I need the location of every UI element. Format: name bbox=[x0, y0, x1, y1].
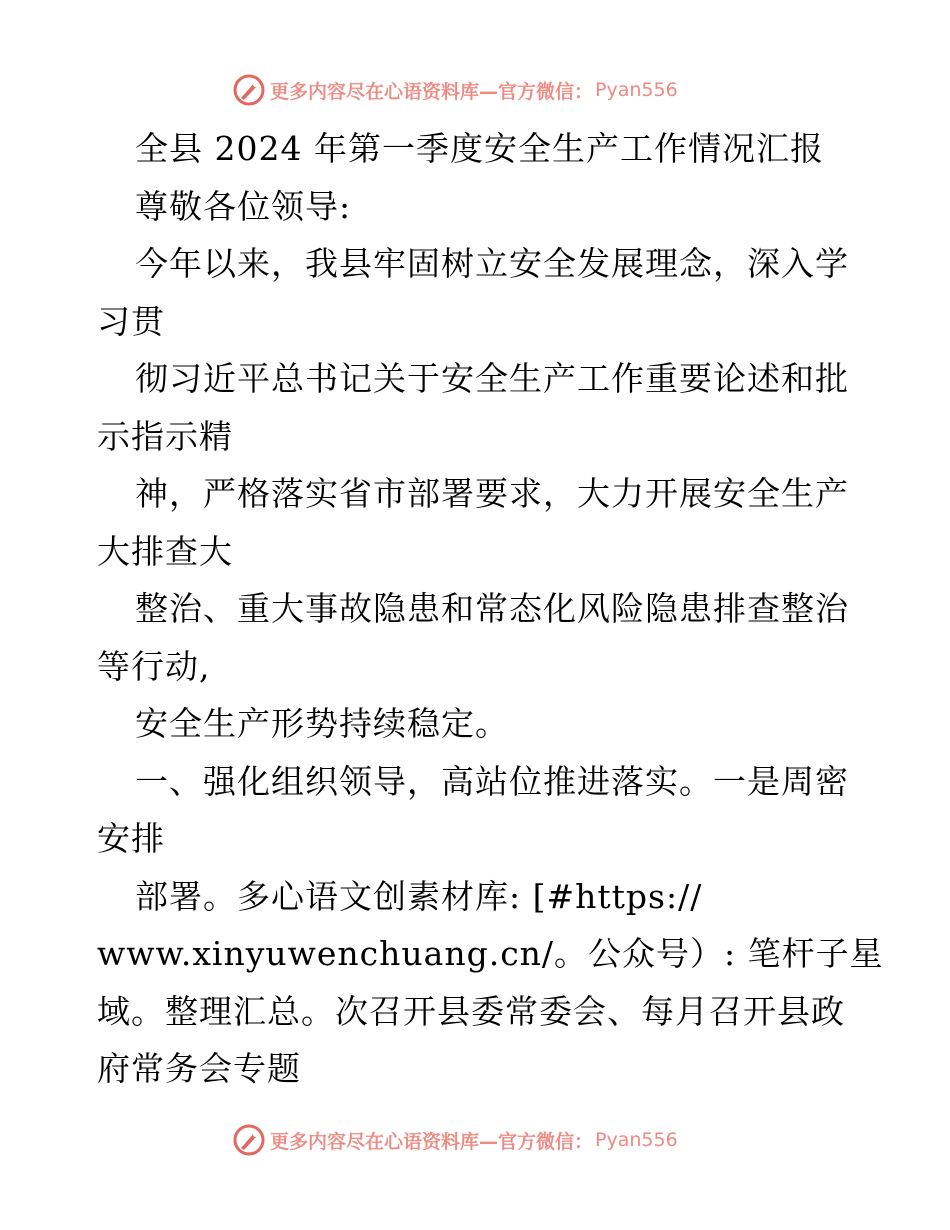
document-line: 全县 2024 年第一季度安全生产工作情况汇报 bbox=[135, 129, 824, 168]
watermark-text: 更多内容尽在心语资料库—官方微信： bbox=[270, 1130, 594, 1153]
document-line: 尊敬各位领导: bbox=[135, 186, 352, 226]
watermark-brand: Pyan556 bbox=[595, 79, 678, 101]
document-line: 域。整理汇总。次召开县委常委会、每月召开县政 bbox=[97, 991, 845, 1031]
document-line: 安全生产形势持续稳定。 bbox=[135, 704, 509, 743]
document-line: 彻习近平总书记关于安全生产工作重要论述和批 bbox=[135, 359, 849, 398]
pen-seal-icon bbox=[232, 73, 266, 107]
document-line: 示指示精 bbox=[97, 416, 233, 456]
document-line: 习贯 bbox=[97, 301, 165, 341]
document-line: www.xinyuwenchuang.cn/。公众号）: 笔杆子星 bbox=[97, 934, 884, 973]
document-line: 部署。多心语文创素材库: [#https:// bbox=[135, 876, 703, 916]
watermark-brand: Pyan556 bbox=[595, 1129, 678, 1151]
document-line: 府常务会专题 bbox=[97, 1049, 301, 1088]
document-line: 一、强化组织领导，高站位推进落实。一是周密 bbox=[135, 761, 849, 801]
document-body bbox=[97, 120, 884, 1098]
footer-watermark bbox=[232, 1123, 678, 1157]
header-watermark bbox=[232, 73, 678, 107]
watermark-text: 更多内容尽在心语资料库—官方微信： bbox=[270, 80, 594, 103]
document-line: 神，严格落实省市部署要求，大力开展安全生产 bbox=[135, 474, 849, 513]
document-line: 今年以来，我县牢固树立安全发展理念，深入学 bbox=[135, 244, 849, 283]
document-line: 安排 bbox=[97, 819, 165, 858]
pen-seal-icon bbox=[232, 1123, 266, 1157]
document-line: 大排查大 bbox=[97, 531, 233, 571]
document-line: 整治、重大事故隐患和常态化风险隐患排查整治 bbox=[135, 589, 849, 628]
document-line: 等行动, bbox=[97, 646, 211, 686]
